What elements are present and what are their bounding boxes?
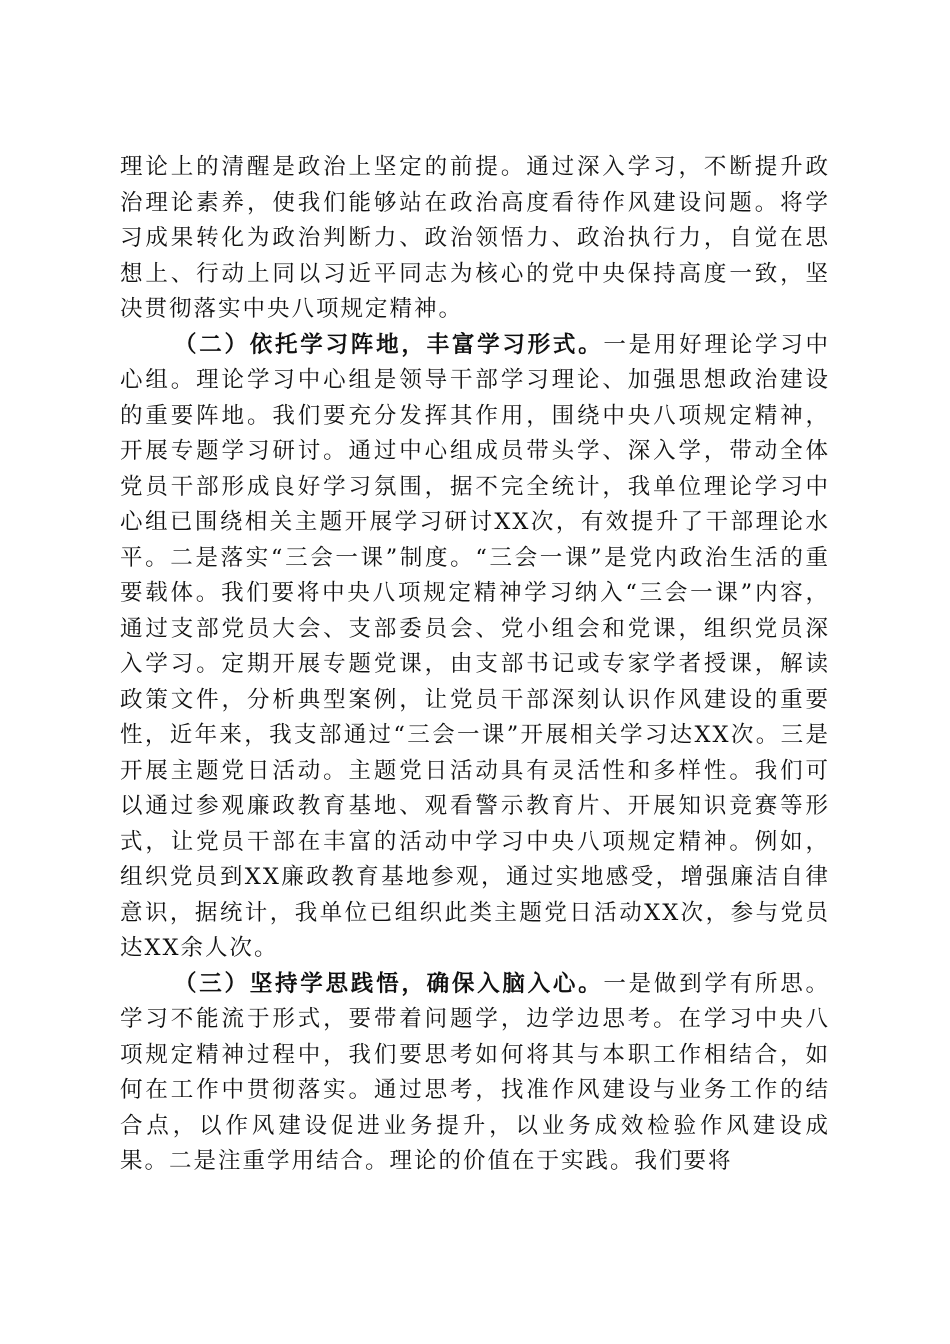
- paragraph-text: 一是做到学有所思。学习不能流于形式，要带着问题学，边学边思考。在学习中央八项规定精神过程中，我们要思考如何将其与本职工作相结合，如何在工作中贯彻落实。通过思考，找准作风建设与业务工作的结合点，以作风建设促进业务提升，以业务成效检验作风建设成果。二是注重学用结合。理论的价值在于实践。我们要将: [120, 970, 830, 1174]
- paragraph-section-3: [120, 967, 830, 1180]
- paragraph-text: 一是用好理论学习中心组。理论学习中心组是领导干部学习理论、加强思想政治建设的重要阵地。我们要充分发挥其作用，围绕中央八项规定精神，开展专题学习研讨。通过中心组成员带头学、深入学，带动全体党员干部形成良好学习氛围，据不完全统计，我单位理论学习中心组已围绕相关主题开展学习研讨XX次，有效提升了干部理论水平。二是落实“三会一课”制度。“三会一课”是党内政治生活的重要载体。我们要将中央八项规定精神学习纳入“三会一课”内容，通过支部党员大会、支部委员会、党小组会和党课，组织党员深入学习。定期开展专题党课，由支部书记或专家学者授课，解读政策文件，分析典型案例，让党员干部深刻认识作风建设的重要性，近年来，我支部通过“三会一课”开展相关学习达XX次。三是开展主题党日活动。主题党日活动具有灵活性和多样性。我们可以通过参观廉政教育基地、观看警示教育片、开展知识竞赛等形式，让党员干部在丰富的活动中学习中央八项规定精神。例如，组织党员到XX廉政教育基地参观，通过实地感受，增强廉洁自律意识，据统计，我单位已组织此类主题党日活动XX次，参与党员达XX余人次。: [120, 331, 830, 961]
- document-body: [120, 150, 830, 1180]
- paragraph-continuation: [120, 150, 830, 328]
- section-heading: （三）坚持学思践悟，确保入脑入心。: [174, 970, 604, 997]
- section-heading: （二）依托学习阵地，丰富学习形式。: [174, 331, 604, 358]
- paragraph-text: 理论上的清醒是政治上坚定的前提。通过深入学习，不断提升政治理论素养，使我们能够站在政治高度看待作风建设问题。将学习成果转化为政治判断力、政治领悟力、政治执行力，自觉在思想上、行动上同以习近平同志为核心的党中央保持高度一致，坚决贯彻落实中央八项规定精神。: [120, 154, 830, 322]
- paragraph-section-2: [120, 328, 830, 967]
